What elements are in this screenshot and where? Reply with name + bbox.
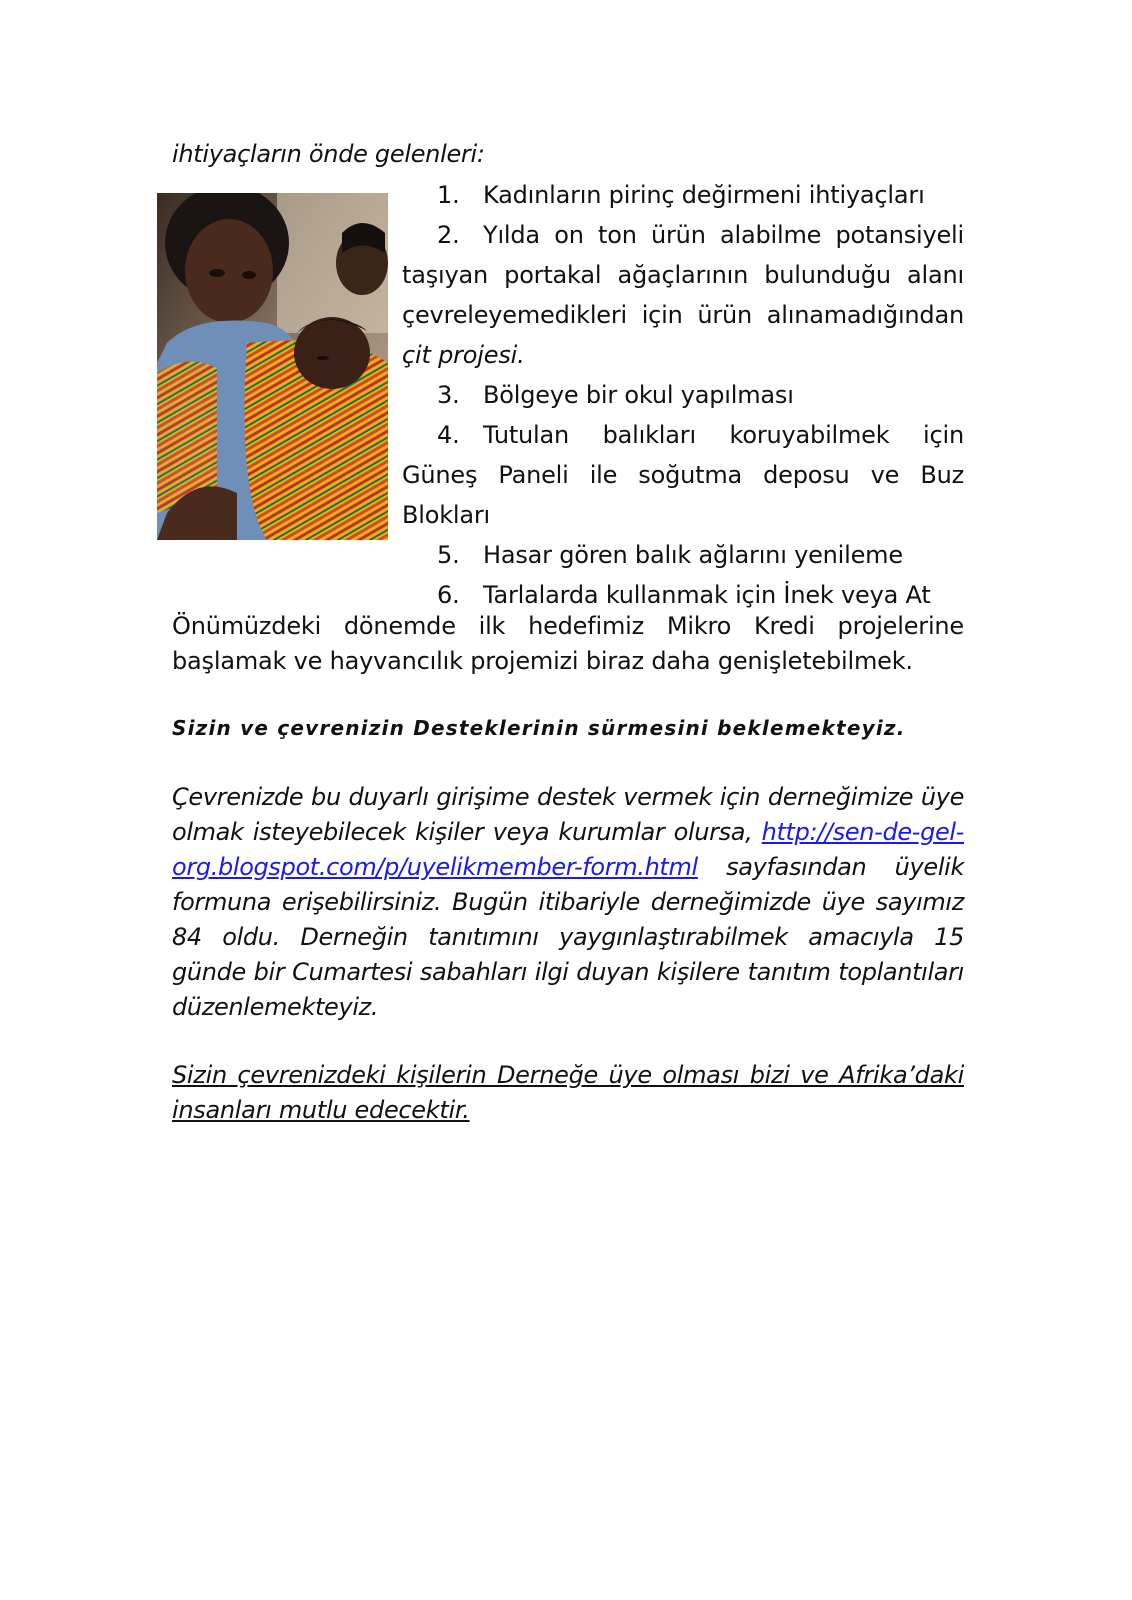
membership-text-before: Çevrenizde bu duyarlı girişime destek vermek için derneğimize üye olmak isteyebilecek kişiler veya kurumlar olursa, — [172, 783, 964, 846]
needs-item-1 — [402, 175, 964, 215]
needs-item-4 — [402, 415, 964, 535]
needs-item-text: Kadınların pirinç değirmeni ihtiyaçları — [483, 181, 925, 209]
membership-form-link[interactable]: http://sen-de-gel-org.blogspot.com/p/uyelikmember-form.html — [172, 818, 964, 881]
closing-paragraph: Sizin çevrenizdeki kişilerin Derneğe üye olması bizi ve Afrika’daki insanları mutlu edecektir. — [172, 1061, 964, 1124]
needs-item-text: Hasar gören balık ağlarını yenileme — [483, 541, 903, 569]
needs-item-text: Yılda on ton ürün alabilme potansiyeli taşıyan portakal ağaçlarının bulunduğu alanı çevreleyemedikleri için ürün alınamadığından — [402, 221, 964, 329]
needs-item-number: 6. — [437, 581, 460, 609]
mother-child-photo — [157, 193, 388, 540]
needs-item-number: 3. — [437, 381, 460, 409]
needs-item-text: Tutulan balıkları koruyabilmek için Güneş Paneli ile soğutma deposu ve Buz Blokları — [402, 421, 964, 529]
needs-list — [402, 175, 964, 615]
membership-text-after: sayfasından üyelik formuna erişebilirsiniz. Bugün itibariyle derneğimizde üye sayımız 84 oldu. Derneğin tanıtımını yaygınlaştırabilmek amacıyla 15 günde bir Cumartesi sabahları ilgi duyan kişilere tanıtım toplantıları düzenlemekteyiz. — [172, 853, 964, 1021]
needs-item-5 — [402, 535, 964, 575]
needs-item-number: 4. — [437, 421, 460, 449]
goal-paragraph: Önümüzdeki dönemde ilk hedefimiz Mikro Kredi projelerine başlamak ve hayvancılık projemizi biraz daha genişletebilmek. — [172, 612, 964, 675]
fence-project-emphasis: çit projesi. — [402, 341, 525, 369]
needs-item-text: Bölgeye bir okul yapılması — [483, 381, 794, 409]
needs-item-number: 2. — [437, 221, 460, 249]
needs-item-2 — [402, 215, 964, 375]
needs-item-3 — [402, 375, 964, 415]
membership-paragraph — [172, 780, 964, 1025]
support-paragraph: Sizin ve çevrenizin Desteklerinin sürmesini beklemekteyiz. — [172, 716, 906, 740]
needs-intro: ihtiyaçların önde gelenleri: — [172, 140, 485, 168]
needs-item-number: 5. — [437, 541, 460, 569]
photo-illustration — [157, 193, 388, 540]
needs-item-number: 1. — [437, 181, 460, 209]
needs-item-text: Tarlalarda kullanmak için İnek veya At — [483, 581, 931, 609]
